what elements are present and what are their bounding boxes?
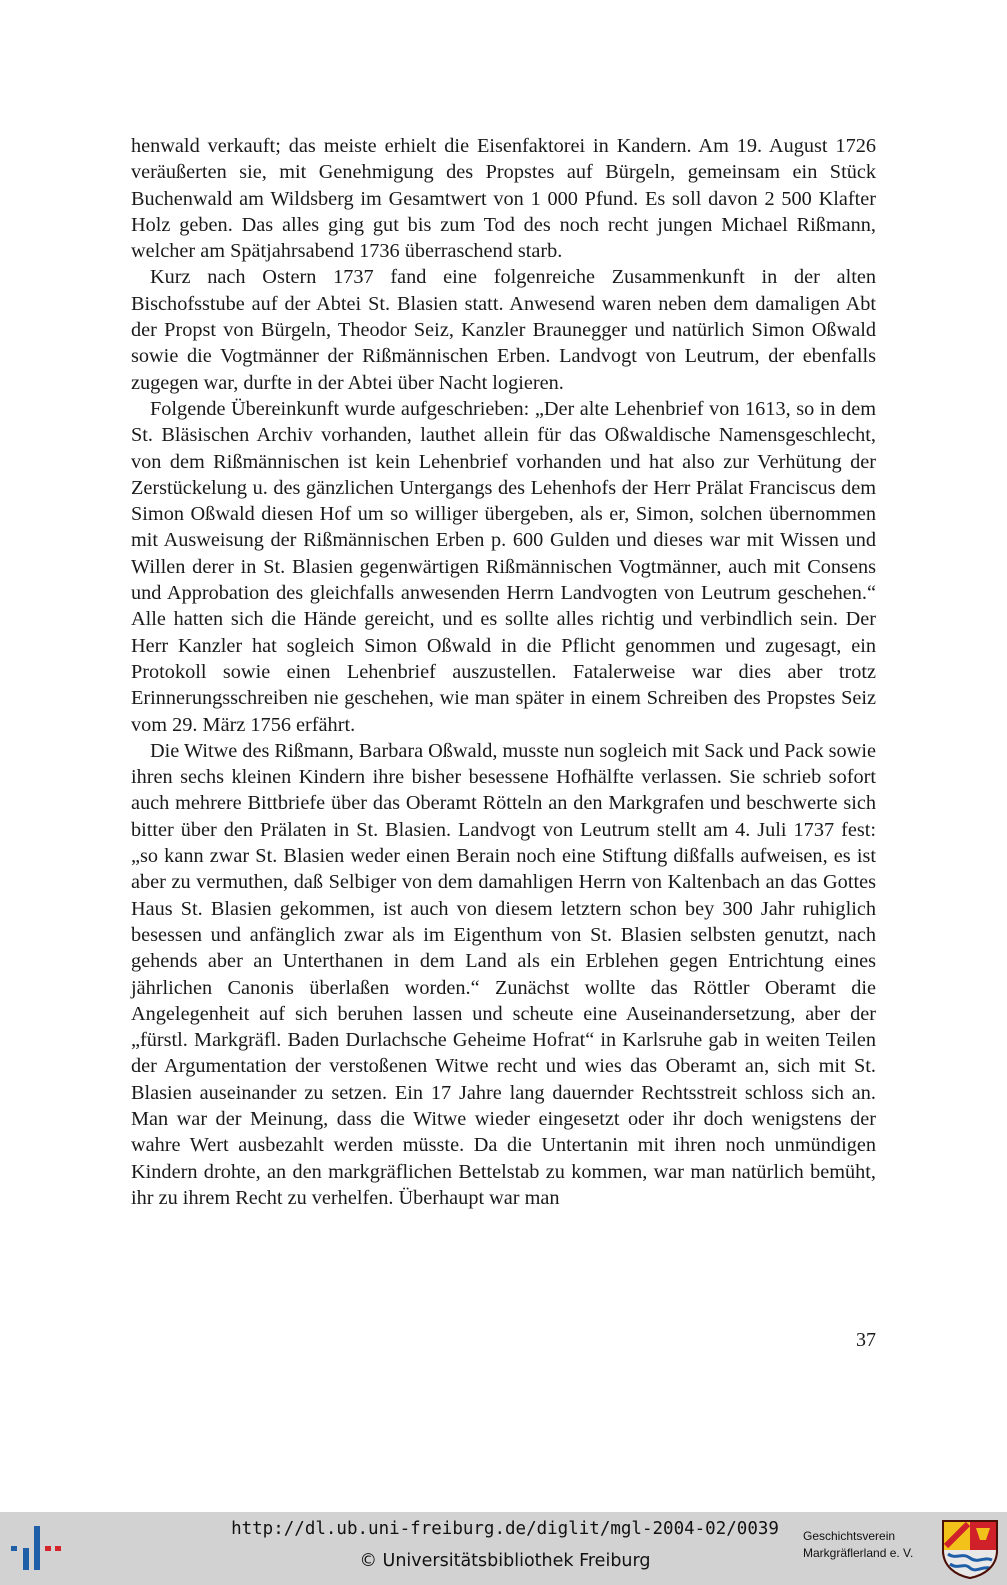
coat-of-arms-icon[interactable] — [940, 1518, 1000, 1580]
paragraph: Die Witwe des Rißmann, Barbara Oßwald, musste nun sogleich mit Sack und Pack sowie ihren sechs kleinen Kindern ihre bisher besessene Hofhälfte verlassen. Sie schrieb sofort auch mehrere Bittbriefe über das Oberamt Rötteln an den Markgrafen und beschwerte sich bitter über den Prälaten in St. Blasien. Landvogt von Leutrum stellt am 4. Juli 1737 fest: „so kann zwar St. Blasien weder einen Berain noch eine Stiftung dißfalls aufweisen, es ist aber zu vermuthen, daß Selbiger von dem damahligen Herrn von Kaltenbach an das Gottes Haus St. Blasien gekommen, ist auch von diesem letztern schon bey 300 Jahr ruhiglich besessen und anfänglich zwar als im Eigenthum von St. Blasien selbsten genutzt, nach gehends aber an Unterthanen in dem Land als ein Erblehen gegen Entrichtung eines jährlichen Canonis überlaßen worden.“ Zunächst wollte das Röttler Oberamt die Angelegenheit auf sich beruhen lassen und scheute eine Auseinandersetzung, aber der „fürstl. Markgräfl. Baden Durlachsche Geheime Hofrat“ in Karlsruhe gab in weiten Teilen der Argumentation der verstoßenen Witwe recht und wies das Oberamt an, sich mit St. Blasien auseinander zu setzen. Ein 17 Jahre lang dauernder Rechtsstreit schloss sich an. Man war der Meinung, dass die Witwe wieder eingesetzt oder ihr doch wenigstens der wahre Wert ausbezahlt werden müsste. Da die Untertanin mit ihren noch unmündigen Kindern drohte, an den markgräflichen Bettelstab zu kommen, war man natürlich bemüht, ihr zu ihrem Recht zu verhelfen. Überhaupt war man — [131, 739, 876, 1209]
body-text — [131, 133, 876, 1211]
footer-bar — [0, 1512, 1007, 1585]
society-line-1: Geschichtsverein — [803, 1529, 896, 1543]
paragraph: Folgende Übereinkunft wurde aufgeschrieben: „Der alte Lehenbrief von 1613, so in dem St. Bläsischen Archiv vorhanden, lauthet allein für das Oßwaldische Namensgeschlecht, von dem Rißmännischen ist kein Lehenbrief vorhanden und hat also zur Verhütung der Zerstückelung u. des gänzlichen Untergangs des Lehenhofs der Herr Prälat Franciscus dem Simon Oßwald diesen Hof um so williger übergeben, als er, Simon, solchen übernommen mit Ausweisung der Rißmännischen Erben p. 600 Gulden und dieses war mit Wissen und Willen derer in St. Blasien gegenwärtigen Rißmännischen Vogtmänner, auch mit Consens und Approbation des gleichfalls anwesenden Herrn Landvogten von Leutrum geschehen.“ Alle hatten sich die Hände gereicht, und es sollte alles richtig und verbindlich sein. Der Herr Kanzler hat sogleich Simon Oßwald in die Pflicht genommen und zugesagt, ein Protokoll sowie einen Lehenbrief auszustellen. Fatalerweise war dies aber trotz Erinnerungsschreiben nie geschehen, wie man später in einem Schreiben des Propstes Seiz vom 29. März 1756 erfährt. — [131, 397, 876, 736]
ub-freiburg-logo-icon[interactable] — [8, 1524, 64, 1574]
paragraph: Kurz nach Ostern 1737 fand eine folgenreiche Zusammenkunft in der alten Bischofsstube auf der Abtei St. Blasien statt. Anwesend waren neben dem damaligen Abt der Propst von Bürgeln, Theodor Seiz, Kanzler Braunegger und natürlich Simon Oßwald sowie die Vogtmänner der Rißmännischen Erben. Landvogt von Leutrum, der ebenfalls zugegen war, durfte in der Abtei über Nacht logieren. — [131, 266, 876, 394]
document-url-link[interactable]: http://dl.ub.uni-freiburg.de/diglit/mgl-2004-02/0039 — [231, 1519, 779, 1539]
society-name — [803, 1528, 938, 1562]
society-line-2: Markgräflerland e. V. — [803, 1546, 914, 1560]
copyright-notice: © Universitätsbibliothek Freiburg — [359, 1551, 651, 1571]
paragraph: henwald verkauft; das meiste erhielt die Eisenfaktorei in Kandern. Am 19. August 1726 veräußerten sie, mit Genehmigung des Propstes auf Bürgeln, gemeinsam ein Stück Buchenwald am Wildsberg im Gesamtwert von 1 000 Pfund. Es soll davon 2 500 Klafter Holz geben. Das alles ging gut bis zum Tod des noch recht jungen Michael Rißmann, welcher am Spätjahrsabend 1736 überraschend starb. — [131, 135, 876, 263]
page-number: 37 — [856, 1329, 876, 1351]
